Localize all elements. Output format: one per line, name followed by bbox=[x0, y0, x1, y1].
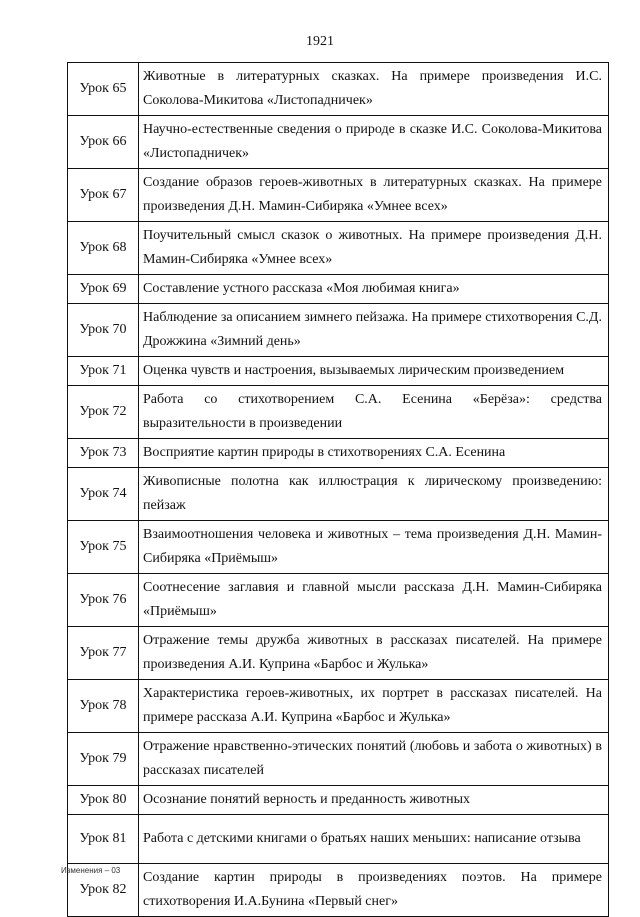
lesson-number: Урок 78 bbox=[68, 680, 139, 733]
lesson-topic: Взаимоотношения человека и животных – тема произведения Д.Н. Мамин-Сибиряка «Приёмыш» bbox=[139, 521, 609, 574]
table-row bbox=[68, 222, 609, 275]
lesson-number: Урок 77 bbox=[68, 627, 139, 680]
lesson-topic: Живописные полотна как иллюстрация к лирическому произведению: пейзаж bbox=[139, 468, 609, 521]
lesson-number: Урок 69 bbox=[68, 275, 139, 304]
table-row bbox=[68, 63, 609, 116]
lesson-number: Урок 75 bbox=[68, 521, 139, 574]
lesson-topic: Поучительный смысл сказок о животных. На примере произведения Д.Н. Мамин-Сибиряка «Умнее всех» bbox=[139, 222, 609, 275]
table-row bbox=[68, 116, 609, 169]
lesson-number: Урок 81 bbox=[68, 815, 139, 864]
table-row bbox=[68, 439, 609, 468]
lesson-topic: Работа со стихотворением С.А. Есенина «Берёза»: средства выразительности в произведении bbox=[139, 386, 609, 439]
lesson-number: Урок 66 bbox=[68, 116, 139, 169]
table-row bbox=[68, 627, 609, 680]
lesson-number: Урок 72 bbox=[68, 386, 139, 439]
lesson-number: Урок 76 bbox=[68, 574, 139, 627]
revision-note: Изменения – 03 bbox=[61, 866, 121, 875]
table-row bbox=[68, 864, 609, 917]
lesson-number: Урок 82 bbox=[68, 864, 139, 917]
lesson-number: Урок 67 bbox=[68, 169, 139, 222]
table-row bbox=[68, 275, 609, 304]
lesson-topic: Осознание понятий верность и преданность животных bbox=[139, 786, 609, 815]
lesson-topic: Соотнесение заглавия и главной мысли рассказа Д.Н. Мамин-Сибиряка «Приёмыш» bbox=[139, 574, 609, 627]
lesson-number: Урок 74 bbox=[68, 468, 139, 521]
lesson-topic: Создание образов героев-животных в литературных сказках. На примере произведения Д.Н. Мамин-Сибиряка «Умнее всех» bbox=[139, 169, 609, 222]
table-row bbox=[68, 680, 609, 733]
lesson-number: Урок 73 bbox=[68, 439, 139, 468]
lesson-topic: Восприятие картин природы в стихотворениях С.А. Есенина bbox=[139, 439, 609, 468]
table-row bbox=[68, 169, 609, 222]
lesson-topic: Характеристика героев-животных, их портрет в рассказах писателей. На примере рассказа А.И. Куприна «Барбос и Жулька» bbox=[139, 680, 609, 733]
lesson-number: Урок 70 bbox=[68, 304, 139, 357]
table-row bbox=[68, 521, 609, 574]
lesson-topic: Составление устного рассказа «Моя любимая книга» bbox=[139, 275, 609, 304]
table-row bbox=[68, 468, 609, 521]
table-row bbox=[68, 574, 609, 627]
table-row bbox=[68, 733, 609, 786]
lesson-number: Урок 65 bbox=[68, 63, 139, 116]
lesson-topic: Научно-естественные сведения о природе в сказке И.С. Соколова-Микитова «Листопадничек» bbox=[139, 116, 609, 169]
lesson-topic: Отражение темы дружба животных в рассказах писателей. На примере произведения А.И. Куприна «Барбос и Жулька» bbox=[139, 627, 609, 680]
lesson-number: Урок 79 bbox=[68, 733, 139, 786]
lesson-topic: Наблюдение за описанием зимнего пейзажа. На примере стихотворения С.Д. Дрожжина «Зимний день» bbox=[139, 304, 609, 357]
page-number: 1921 bbox=[306, 34, 334, 49]
table-row bbox=[68, 786, 609, 815]
lesson-topic: Создание картин природы в произведениях поэтов. На примере стихотворения И.А.Бунина «Первый снег» bbox=[139, 864, 609, 917]
table-row bbox=[68, 357, 609, 386]
table-row bbox=[68, 304, 609, 357]
lesson-topic: Оценка чувств и настроения, вызываемых лирическим произведением bbox=[139, 357, 609, 386]
table-row bbox=[68, 386, 609, 439]
lesson-topic: Работа с детскими книгами о братьях наших меньших: написание отзыва bbox=[139, 815, 609, 864]
lessons-table bbox=[67, 62, 609, 917]
lesson-topic: Отражение нравственно-этических понятий (любовь и забота о животных) в рассказах писателей bbox=[139, 733, 609, 786]
lesson-number: Урок 80 bbox=[68, 786, 139, 815]
lesson-number: Урок 71 bbox=[68, 357, 139, 386]
lesson-number: Урок 68 bbox=[68, 222, 139, 275]
lesson-topic: Животные в литературных сказках. На примере произведения И.С. Соколова-Микитова «Листопадничек» bbox=[139, 63, 609, 116]
table-row bbox=[68, 815, 609, 864]
